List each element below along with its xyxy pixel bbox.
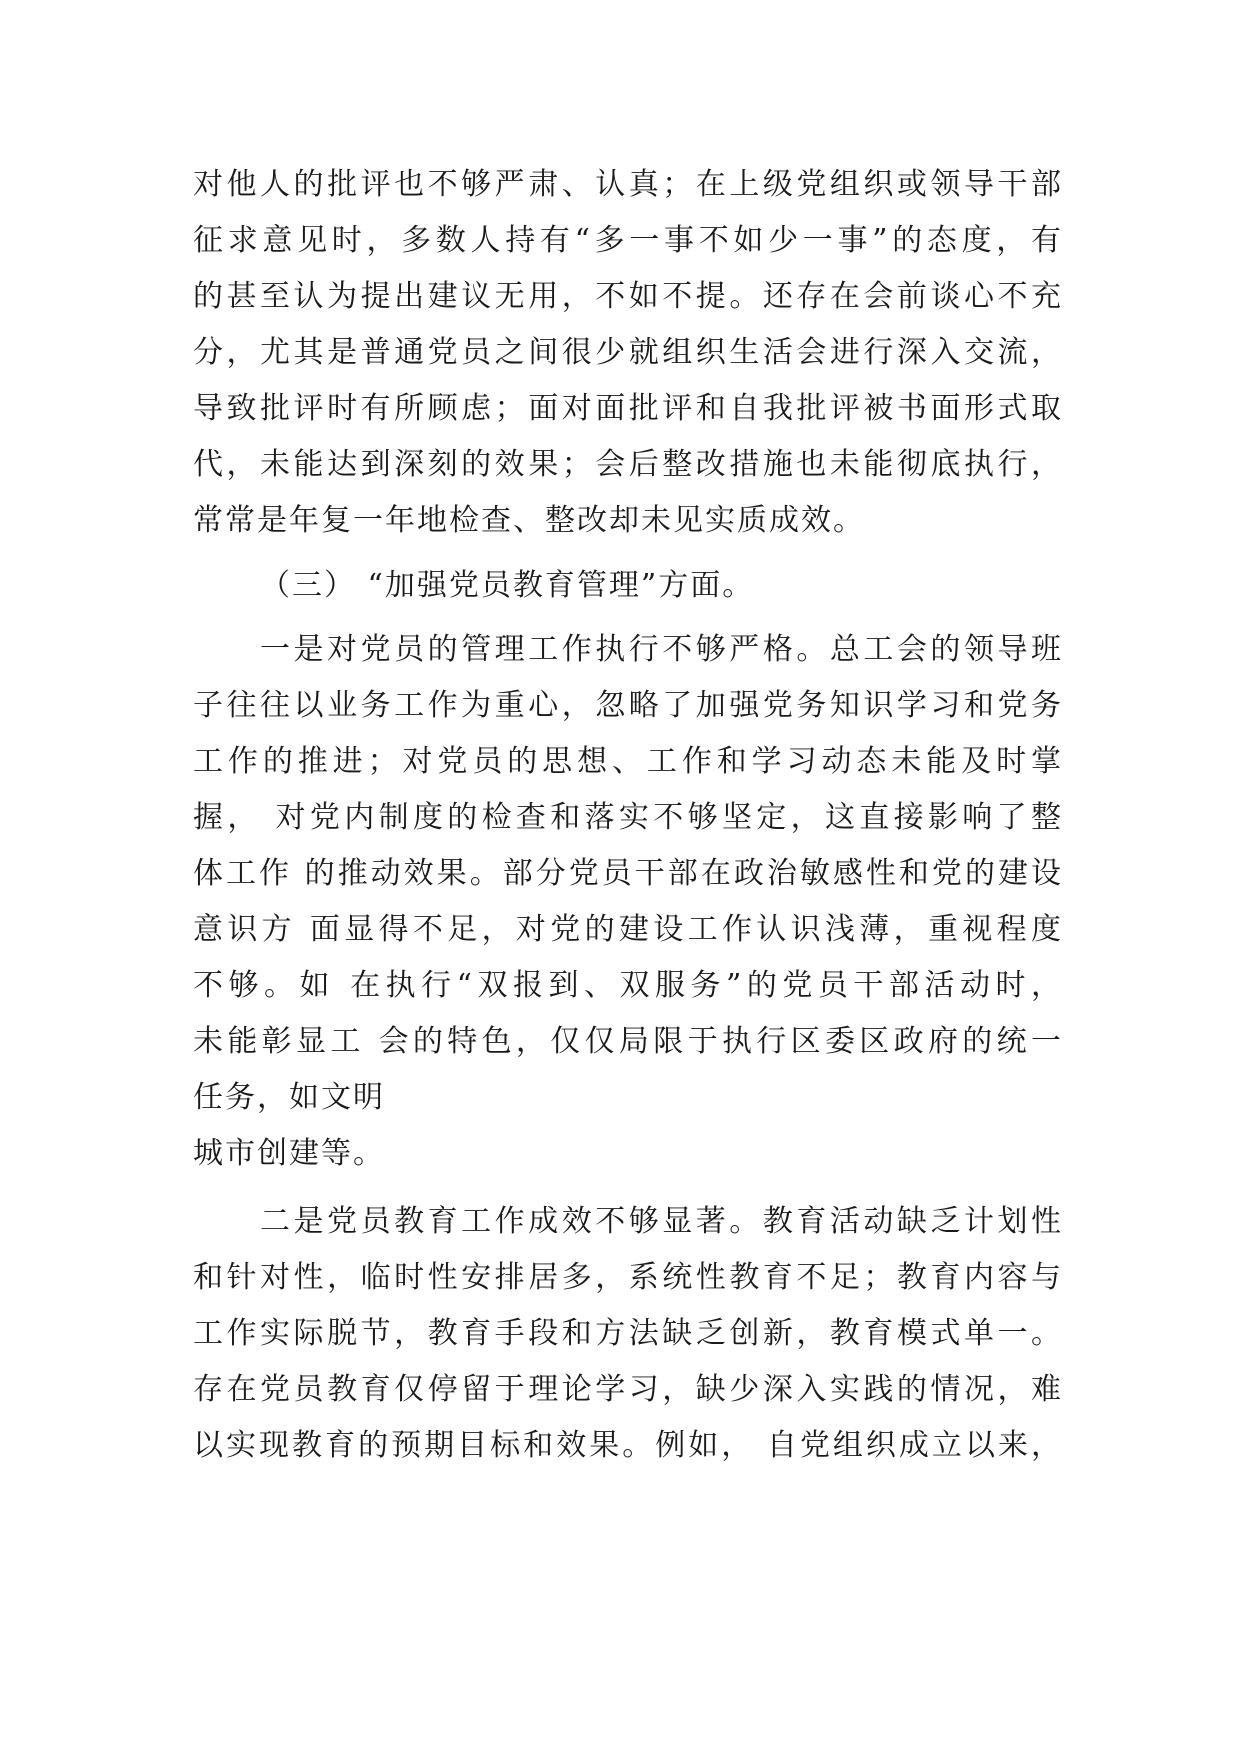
text-line: 的甚至认为提出建议无用，不如不提。还存在会前谈心不充 [193,279,1063,314]
text-line: 对他人的批评也不够严肃、认真；在上级党组织或领导干部 [193,167,1063,202]
text-line: 导致批评时有所顾虑；面对面批评和自我批评被书面形式取 [193,391,1063,426]
text-line: 存在党员教育仅停留于理论学习，缺少深入实践的情况，难 [193,1372,1063,1407]
text-line: 和针对性，临时性安排居多，系统性教育不足；教育内容与 [193,1260,1063,1295]
text-line: 握， 对党内制度的检查和落实不够坚定，这直接影响了整 [193,800,1063,835]
text-line: 工作实际脱节，教育手段和方法缺乏创新，教育模式单一。 [193,1316,1063,1351]
text-line: 未能彰显工 会的特色，仅仅局限于执行区委区政府的统一 [193,1024,1063,1059]
paragraph [193,622,1063,1182]
text-line: 代，未能达到深刻的效果；会后整改措施也未能彻底执行， [193,447,1063,482]
text-line: 二是党员教育工作成效不够显著。教育活动缺乏计划性 [260,1204,1063,1239]
text-line: 子往往以业务工作为重心，忽略了加强党务知识学习和党务 [193,688,1063,723]
text-line: 任务，如文明 [193,1080,385,1115]
text-line: 以实现教育的预期目标和效果。例如， 自党组织成立以来， [193,1428,1063,1463]
section-heading: （三） “加强党员教育管理”方面。 [260,568,755,603]
text-line: 一是对党员的管理工作执行不够严格。总工会的领导班 [260,632,1063,667]
text-line: 分，尤其是普通党员之间很少就组织生活会进行深入交流， [193,335,1063,370]
text-line: 城市创建等。 [193,1136,385,1171]
document-page [193,157,1063,1474]
paragraph [193,1194,1063,1474]
text-line: 常常是年复一年地检查、整改却未见实质成效。 [193,503,865,538]
text-line: 征求意见时，多数人持有“多一事不如少一事”的态度，有 [193,223,1063,258]
text-line: 体工作 的推动效果。部分党员干部在政治敏感性和党的建设 [193,856,1063,891]
text-line: 意识方 面显得不足，对党的建设工作认识浅薄，重视程度 [193,912,1063,947]
paragraph [193,157,1063,549]
text-line: 工作的推进；对党员的思想、工作和学习动态未能及时掌 [193,744,1063,779]
text-line: 不够。如 在执行“双报到、双服务”的党员干部活动时， [193,968,1063,1003]
